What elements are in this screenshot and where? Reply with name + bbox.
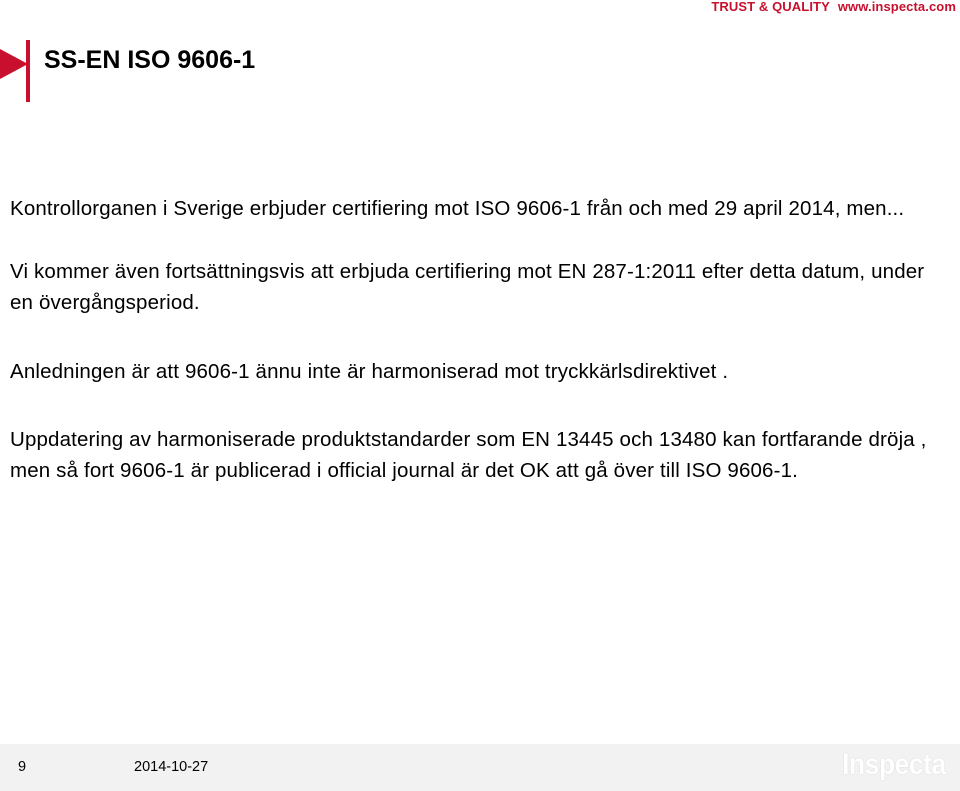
title-marker-icon bbox=[0, 40, 32, 102]
page-number: 9 bbox=[18, 759, 27, 775]
paragraph-certification: Kontrollorganen i Sverige erbjuder certifiering mot ISO 9606-1 från och med 29 april 2014, men... bbox=[10, 197, 905, 220]
paragraph-transition: Vi kommer även fortsättningsvis att erbjuda certifiering mot EN 287-1:2011 efter detta datum, under en övergångsperiod. bbox=[10, 260, 925, 314]
slide-body bbox=[10, 193, 950, 486]
tagline-text: TRUST & QUALITY bbox=[711, 0, 830, 14]
footer-date: 2014-10-27 bbox=[134, 759, 209, 775]
paragraph-update: Uppdatering av harmoniserade produktstandarder som EN 13445 och 13480 kan fortfarande dröja , men så fort 9606-1 är publicerad i official journal är det OK att gå över till ISO 9606-1. bbox=[10, 428, 927, 482]
paragraph-reason: Anledningen är att 9606-1 ännu inte är harmoniserad mot tryckkärlsdirektivet . bbox=[10, 360, 729, 383]
inspecta-logo: Inspecta bbox=[842, 748, 946, 781]
brand-tagline bbox=[711, 0, 956, 14]
website-link[interactable]: www.inspecta.com bbox=[837, 0, 956, 14]
slide-title: SS-EN ISO 9606-1 bbox=[44, 46, 256, 74]
